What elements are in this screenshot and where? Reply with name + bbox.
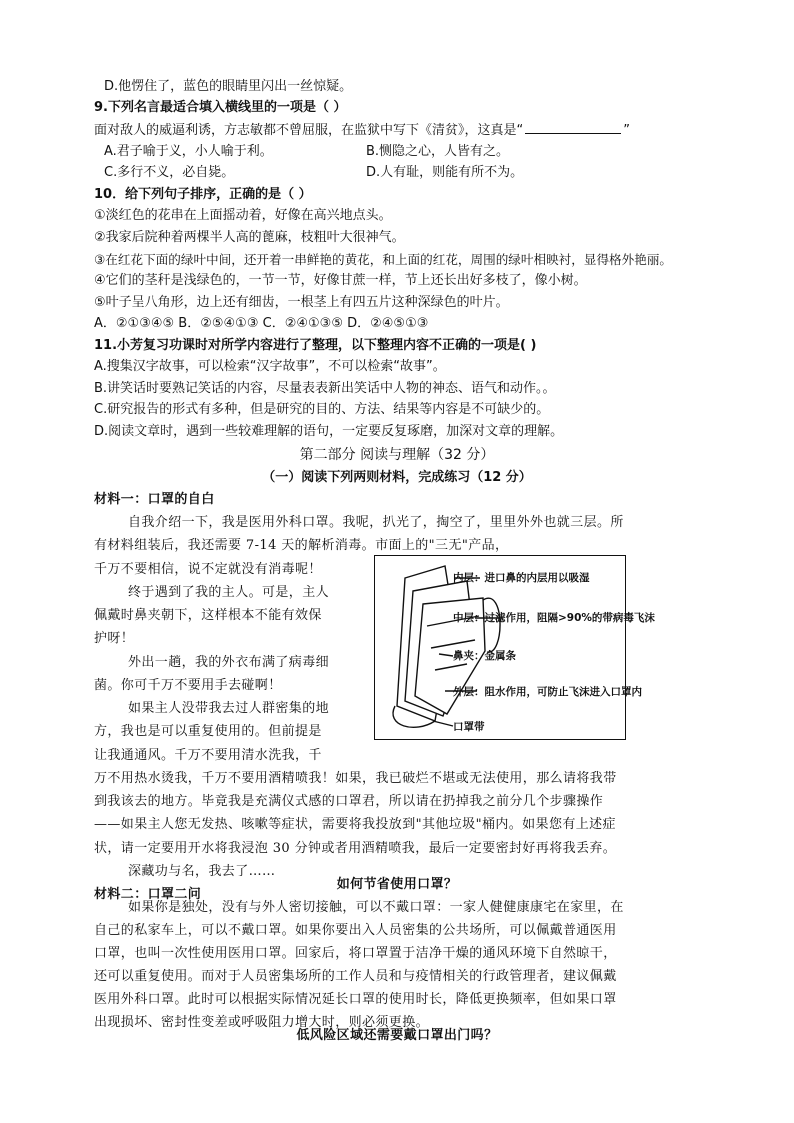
figure-label-strap: 口罩带 [453, 721, 485, 733]
q9-context [94, 121, 630, 140]
q11-option-b: B.讲笑话时要熟记笑话的内容，尽量表表新出笑话中人物的神态、语气和动作。。 [94, 381, 556, 396]
q9-answer-blank [525, 121, 621, 134]
material2-line: 自己的私家车上，可以不戴口罩。如果你要出入人员密集的公共场所，可以佩戴普通医用 [94, 923, 617, 938]
q9-context-before: 面对敌人的威逼利诱，方志敏都不曾屈服，在监狱中写下《清贫》，这真是“ [94, 123, 524, 138]
q10-options: A．②①③④⑤ B．②⑤④①③ C．②④①③⑤ D．②④⑤①③ [94, 316, 429, 331]
q9-option-a: A.君子喻于义，小人喻于利。 [104, 144, 273, 159]
q10-sentence-1: ①淡红色的花串在上面摇动着，好像在高兴地点头。 [94, 208, 392, 223]
q10-sentence-2: ②我家后院种着两棵半人高的蓖麻，枝粗叶大很神气。 [94, 230, 405, 245]
q9-option-c: C.多行不义，必自毙。 [104, 165, 235, 180]
material1-line: 有材料组装后，我还需要 7-14 天的解析消毒。市面上的"三无"产品， [94, 538, 509, 553]
q9-option-b: B.恻隐之心，人皆有之。 [366, 144, 510, 159]
figure-label-middle: 中层：过滤作用，阻隔>90%的带病毒飞沫 [453, 612, 655, 624]
material2-line: 还可以重复使用。而对于人员密集场所的工作人员和与疫情相关的行政管理者，建议佩戴 [94, 969, 617, 984]
material1-title: 材料一：口罩的自白 [94, 492, 215, 507]
material1-line: 菌。你可千万不要用手去碰啊！ [94, 678, 282, 693]
q10-stem: 10．给下列句子排序，正确的是（ ） [94, 187, 312, 202]
q10-sentence-4: ④它们的茎秆是浅绿色的，一节一节，好像甘蔗一样，节上还长出好多枝了，像小树。 [94, 273, 587, 288]
material2-heading-1: 如何节省使用口罩？ [336, 877, 458, 892]
material1-line: 如果主人没带我去过人群密集的地 [128, 701, 330, 716]
q9-stem: 9.下列名言最适合填入横线里的一项是（ ） [94, 100, 347, 115]
q11-option-a: A.搜集汉字故事，可以检索“汉字故事”，不可以检索“故事”。 [94, 359, 446, 374]
figure-label-outer: 外层：阻水作用，可防止飞沫进入口罩内 [453, 686, 642, 698]
material1-line: 万不用热水烫我，千万不要用酒精喷我！如果，我已破烂不堪或无法使用，那么请将我带 [94, 771, 617, 786]
q11-stem: 11.小芳复习功课时对所学内容进行了整理，以下整理内容不正确的一项是( ) [94, 338, 537, 353]
material1-line: 自我介绍一下，我是医用外科口罩。我呢，扒光了，掏空了，里里外外也就三层。所 [128, 515, 624, 530]
q10-sentence-5: ⑤叶子呈八角形，边上还有细齿，一根茎上有四五片这种深绿色的叶片。 [94, 295, 509, 310]
material2-line: 医用外科口罩。此时可以根据实际情况延长口罩的使用时长，降低更换频率，但如果口罩 [94, 992, 617, 1007]
material1-line: 方，我也是可以重复使用的。但前提是 [94, 724, 322, 739]
material1-line: 千万不要相信，说不定就没有消毒呢！ [94, 562, 322, 577]
material1-line: 外出一趟，我的外衣布满了病毒细 [128, 655, 330, 670]
material2-title: 材料二：口罩二问 [94, 887, 202, 902]
material2-heading-2: 低风险区域还需要戴口罩出门吗？ [296, 1028, 498, 1043]
material1-line: 到我该去的地方。毕竟我是充满仪式感的口罩君，所以请在扔掉我之前分几个步骤操作 [94, 794, 604, 809]
part2-subsection-1: （一）阅读下列两则材料，完成练习（12 分） [262, 470, 532, 485]
part2-title: 第二部分 阅读与理解（32 分） [299, 447, 495, 463]
material2-line: 出现损坏、密封性变差或呼吸阻力增大时，则必须更换。 [94, 1015, 430, 1030]
material1-line: ——如果主人您无发热、咳嗽等症状，需要将我投放到"其他垃圾"桶内。如果您有上述症 [94, 817, 616, 832]
q9-option-d: D.人有耻，则能有所不为。 [366, 165, 524, 180]
material1-line: 让我通通风。千万不要用清水洗我，千 [94, 748, 322, 763]
material2-line: 如果你是独处，没有与外人密切接触，可以不戴口罩：一家人健健康康宅在家里，在 [128, 900, 624, 915]
material2-line: 口罩，也叫一次性使用医用口罩。回家后，将口罩置于洁净干燥的通风环境下自然晾干， [94, 946, 617, 961]
figure-label-nose: 鼻夹：金属条 [453, 650, 516, 662]
material1-line: 状，请一定要用开水将我浸泡 30 分钟或者用酒精喷我，最后一定要密封好再将我丢弃。 [94, 841, 617, 856]
mask-layers-figure [374, 555, 655, 740]
material1-line: 深藏功与名，我去了…… [128, 864, 276, 879]
q9-context-after: ” [623, 123, 630, 138]
material1-line: 护呀！ [94, 631, 135, 646]
figure-label-inner: 内层：进口鼻的内层用以吸湿 [453, 572, 590, 584]
material1-line: 佩戴时鼻夹朝下，这样根本不能有效保 [94, 608, 322, 623]
q11-option-c: C.研究报告的形式有多种，但是研究的目的、方法、结果等内容是不可缺少的。 [94, 402, 550, 417]
q8-option-d: D.他愣住了，蓝色的眼睛里闪出一丝惊疑。 [104, 79, 353, 94]
q11-option-d: D.阅读文章时，遇到一些较难理解的语句，一定要反复琢磨，加深对文章的理解。 [94, 424, 564, 439]
material1-line: 终于遇到了我的主人。可是，主人 [128, 585, 330, 600]
q10-sentence-3: ③在红花下面的绿叶中间，还开着一串鲜艳的黄花，和上面的红花，周围的绿叶相映衬，显得格外艳丽。 [94, 252, 673, 267]
